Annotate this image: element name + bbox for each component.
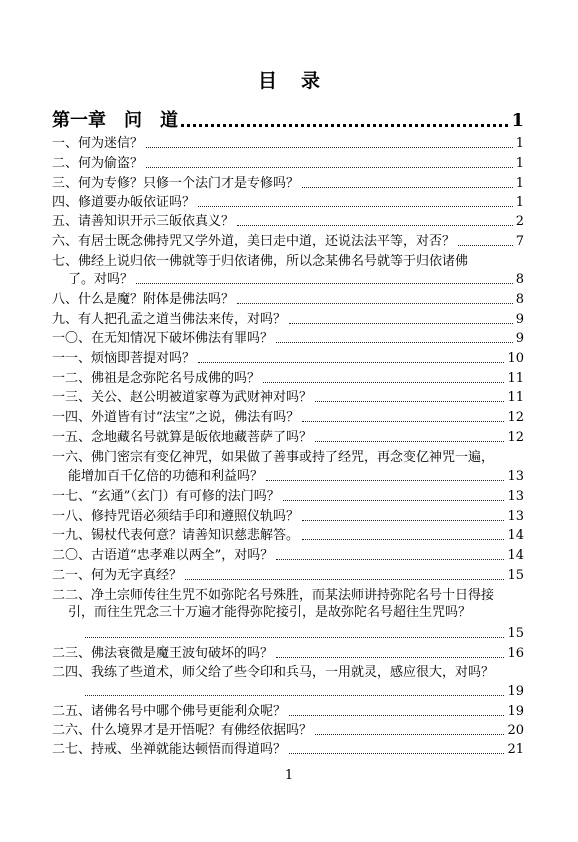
toc-entry-label-line1: 二二、净土宗师传往生咒不如弥陀名号殊胜，而某法师讲持弥陀名号十日得接 — [52, 588, 495, 603]
toc-entry-label: 二七、持戒、坐禅就能达顿悟而得道吗？ — [52, 742, 287, 757]
toc-entry-label: 一七、“玄通”（玄门）有可修的法门吗？ — [52, 489, 280, 504]
toc-entry-page: 13 — [507, 489, 524, 504]
toc-entry[interactable] — [52, 155, 524, 172]
toc-entry-page: 20 — [507, 723, 524, 738]
toc-entry-label: 一〇、在无知情况下破坏佛法有罪吗？ — [52, 331, 274, 346]
leader-dots — [136, 283, 513, 284]
toc-entry-label: 一九、锡杖代表何意？请善知识慈悲解答。 — [52, 528, 300, 543]
title-char-1: 目 — [257, 70, 277, 92]
toc-entry-label-line2: 了。对吗？ — [68, 272, 134, 287]
toc-entry-label: 三、何为专修？只修一个法门才是专修吗？ — [52, 176, 300, 191]
toc-entry-wrapped[interactable] — [52, 587, 524, 621]
toc-entry[interactable] — [52, 703, 524, 720]
toc-entry-page: 10 — [507, 351, 524, 366]
leader-dots — [458, 245, 513, 246]
toc-entry[interactable] — [52, 330, 524, 347]
chapter-title: 第一章 问 道 — [52, 110, 178, 131]
toc-entry-page: 13 — [507, 469, 524, 484]
toc-chapter-1[interactable] — [52, 110, 524, 132]
toc-entry-continued[interactable] — [82, 625, 524, 642]
leader-dots — [276, 342, 513, 343]
toc-entry-page: 21 — [507, 742, 524, 757]
leader-dots — [237, 225, 513, 226]
leader-dots — [146, 167, 513, 168]
leader-dots — [85, 695, 504, 696]
toc-entry-continued[interactable] — [68, 271, 524, 288]
toc-entry-label: 二五、诸佛名号中哪个佛号更能利众呢？ — [52, 704, 287, 719]
toc-entry-label: 一、何为迷信？ — [52, 136, 144, 151]
toc-entry-page: 1 — [515, 195, 524, 210]
leader-dots — [276, 657, 504, 658]
toc-entry-label: 二〇、古语道“忠孝难以两全”，对吗？ — [52, 548, 274, 563]
leader-dots — [146, 147, 513, 148]
toc-entry[interactable] — [52, 741, 524, 758]
toc-entry[interactable] — [52, 547, 524, 564]
toc-entry-label-line1: 七、佛经上说归依一佛就等于归依诸佛，所以念某佛名号就等于归依诸佛 — [52, 254, 469, 269]
toc-entry-label: 一三、关公、赵公明被道家尊为武财神对吗？ — [52, 390, 313, 405]
toc-entry[interactable] — [52, 311, 524, 328]
toc-entry-page: 8 — [515, 272, 524, 287]
toc-entry-label-line2: 引，而往生咒念三十万遍才能得弥陀接引，是故弥陀名号超往生咒吗？ — [68, 605, 472, 620]
leader-dots — [283, 500, 505, 501]
toc-entry-page: 14 — [507, 548, 524, 563]
toc-entry-label-line2: 能增加百千亿倍的功德和利益吗？ — [68, 469, 264, 484]
leader-dots — [185, 579, 504, 580]
leader-dots — [198, 362, 504, 363]
toc-entry-wrapped[interactable] — [52, 253, 524, 270]
toc-entry-label: 一二、佛祖是念弥陀名号成佛的吗？ — [52, 371, 261, 386]
leader-dots — [289, 323, 513, 324]
leader-dots — [302, 539, 504, 540]
toc-entry-page: 12 — [507, 430, 524, 445]
toc-entry[interactable] — [52, 645, 524, 662]
toc-entry[interactable] — [52, 567, 524, 584]
toc-entry-label-line1: 二四、我练了些道术，师父给了些令印和兵马，一用就灵，感应很大，对吗？ — [52, 665, 495, 680]
leader-dots — [266, 480, 504, 481]
toc-entry-page: 15 — [507, 626, 524, 641]
toc-entry[interactable] — [52, 488, 524, 505]
toc-entry[interactable] — [52, 291, 524, 308]
toc-entry-continued[interactable] — [68, 468, 524, 485]
toc-entry-page: 1 — [515, 136, 524, 151]
toc-entry[interactable] — [52, 370, 524, 387]
toc-entry-label: 二三、佛法衰微是魔王波旬破坏的吗？ — [52, 646, 274, 661]
toc-entry-label-line1: 一六、佛门密宗有变亿神咒，如果做了善事或持了经咒，再念变亿神咒一遍， — [52, 450, 495, 465]
leader-dots — [276, 559, 504, 560]
leader-dots — [315, 734, 504, 735]
leader-dots — [85, 637, 504, 638]
leader-dots — [198, 206, 513, 207]
toc-entry-label: 四、修道要办皈依证吗？ — [52, 195, 196, 210]
leader-dots — [263, 382, 504, 383]
toc-entry[interactable] — [52, 508, 524, 525]
toc-entry-page: 14 — [507, 528, 524, 543]
toc-entry-page: 8 — [515, 292, 524, 307]
toc-entry[interactable] — [52, 213, 524, 230]
leader-dots — [181, 124, 508, 127]
leader-dots — [289, 715, 504, 716]
toc-entry-label: 一五、念地藏名号就算是皈依地藏菩萨了吗？ — [52, 430, 313, 445]
toc-entry-continued[interactable] — [82, 683, 524, 700]
leader-dots — [302, 187, 513, 188]
toc-entry-label: 一一、烦恼即菩提对吗？ — [52, 351, 196, 366]
toc-entry[interactable] — [52, 135, 524, 152]
leader-dots — [302, 421, 504, 422]
toc-entry-label: 八、什么是魔？附体是佛法吗？ — [52, 292, 235, 307]
toc-entry-wrapped[interactable] — [52, 449, 524, 466]
toc-entry-page: 9 — [515, 331, 524, 346]
toc-entry[interactable] — [52, 350, 524, 367]
leader-dots — [237, 303, 513, 304]
toc-entry-page: 1 — [515, 176, 524, 191]
toc-entry[interactable] — [52, 429, 524, 446]
toc-entry-page: 19 — [507, 684, 524, 699]
page-title — [0, 66, 578, 93]
toc-entry[interactable] — [52, 722, 524, 739]
toc-entry-page: 7 — [515, 234, 524, 249]
leader-dots — [289, 753, 504, 754]
toc-entry-page: 13 — [507, 509, 524, 524]
toc-entry-label: 一四、外道皆有讨“法宝”之说，佛法有吗？ — [52, 410, 300, 425]
toc-entry-label: 九、有人把孔孟之道当佛法来传，对吗？ — [52, 312, 287, 327]
page-number: 1 — [284, 768, 294, 783]
leader-dots — [315, 401, 504, 402]
toc-entry-label: 二六、什么境界才是开悟呢？有佛经依据吗？ — [52, 723, 313, 738]
toc-entry[interactable] — [52, 175, 524, 192]
chapter-page: 1 — [511, 110, 524, 131]
toc-entry-label: 二一、何为无字真经？ — [52, 568, 183, 583]
toc-entry-page: 2 — [515, 214, 524, 229]
toc-entry-label: 二、何为偷盗？ — [52, 156, 144, 171]
toc-entry-page: 1 — [515, 156, 524, 171]
toc-entry-page: 19 — [507, 704, 524, 719]
toc-entry[interactable] — [52, 194, 524, 211]
toc-entry-label: 六、有居士既念佛持咒又学外道，美曰走中道，还说法法平等，对否？ — [52, 234, 456, 249]
toc-entry[interactable] — [52, 389, 524, 406]
toc-entry-page: 15 — [507, 568, 524, 583]
toc-entry-wrapped[interactable] — [52, 664, 524, 681]
toc-entry-page: 16 — [507, 646, 524, 661]
toc-entry-label: 五、请善知识开示三皈依真义？ — [52, 214, 235, 229]
toc-entry-page: 9 — [515, 312, 524, 327]
toc-entry[interactable] — [52, 409, 524, 426]
toc-entry[interactable] — [52, 233, 524, 250]
toc-entry[interactable] — [52, 527, 524, 544]
leader-dots — [302, 520, 504, 521]
toc-entry-label: 一八、修持咒语必须结手印和遵照仪轨吗？ — [52, 509, 300, 524]
title-char-2: 录 — [301, 70, 321, 92]
toc-entry-page: 11 — [507, 371, 524, 386]
leader-dots — [315, 441, 504, 442]
toc-entry-page: 12 — [507, 410, 524, 425]
toc-entry-page: 11 — [507, 390, 524, 405]
